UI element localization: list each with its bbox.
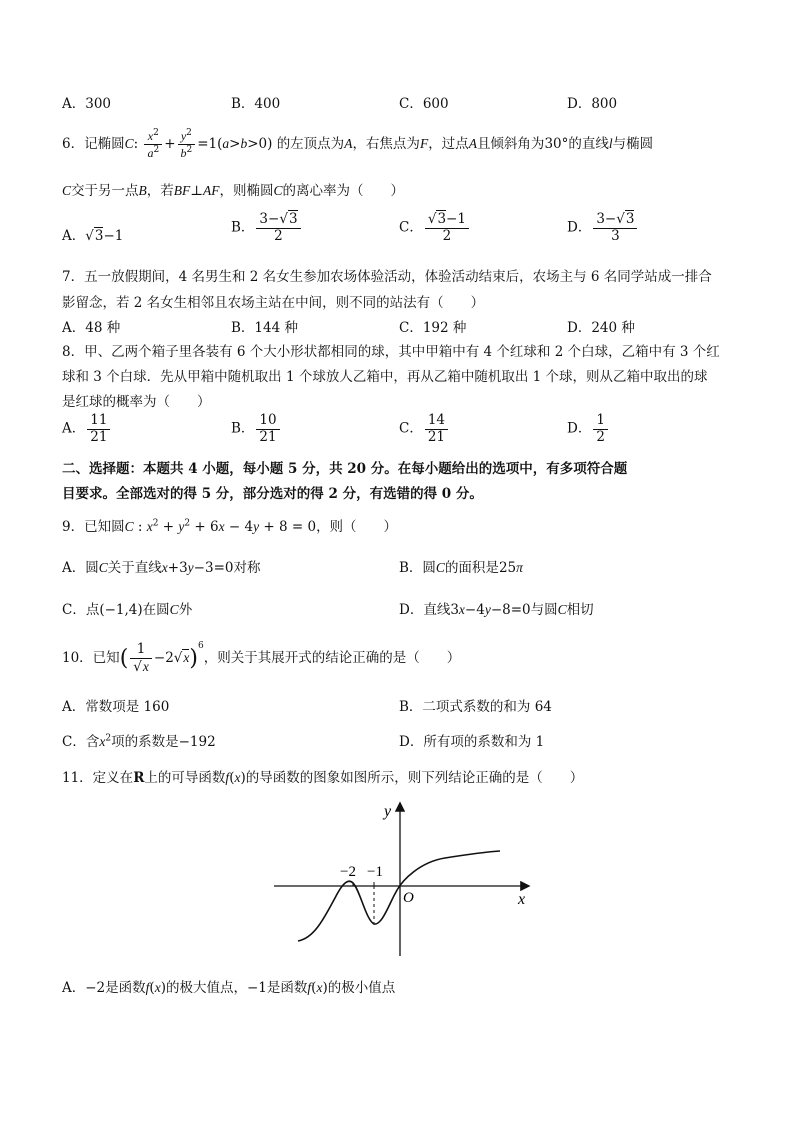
q6-stem-line2: C交于另一点B，若BF⊥AF，则椭圆C的离心率为（ ） — [62, 183, 404, 199]
q6-option-d: D． $\frac{3-√3}{3}$ — [567, 212, 639, 244]
q7-stem-line2: 影留念，若 2 名女生相邻且农场主站在中间，则不同的站法有（ ） — [62, 295, 485, 311]
q7-option-d: D．240 种 — [567, 320, 635, 336]
tick-label-minus-2: −2 — [340, 864, 356, 880]
q8-option-b: B． $\frac{10}{21}$ — [231, 413, 282, 445]
q9-option-d: D．直线3x−4y−8=0与圆C相切 — [399, 602, 594, 618]
q11-derivative-graph — [270, 798, 540, 960]
origin-label: O — [403, 890, 414, 906]
x-axis-label: x — [518, 891, 526, 908]
q6-option-a: A．√3−1 — [62, 228, 124, 244]
section-2-heading-line1: 二、选择题：本题共 4 小题，每小题 5 分，共 20 分。在每小题给出的选项中，有多项符合题 — [62, 461, 628, 477]
q6-stem-line1: 6．记椭圆C: $\frac{x^2}{a^2}$ + $\frac{y^2}{b^2}$ =1(a>b>0) 的左顶点为A，右焦点为F，过点A且倾斜角为30°的直线l与椭圆 — [62, 128, 654, 160]
q10-option-b: B．二项式系数的和为 64 — [399, 699, 552, 715]
q8-option-d: D． $\frac{1}{2}$ — [567, 413, 610, 445]
q8-stem-line3: 是红球的概率为（ ） — [62, 394, 211, 410]
q10-option-a: A．常数项是 160 — [62, 699, 170, 715]
q7-option-c: C．192 种 — [399, 320, 467, 336]
q7-option-b: B．144 种 — [231, 320, 298, 336]
tick-label-minus-1: −1 — [367, 864, 383, 880]
q8-option-c: C． $\frac{14}{21}$ — [399, 413, 450, 445]
section-2-heading-line2: 目要求。全部选对的得 5 分，部分选对的得 2 分，有选错的得 0 分。 — [62, 486, 483, 502]
q9-option-a: A．圆C关于直线x+3y−3=0对称 — [62, 560, 261, 576]
q11-stem: 11．定义在R上的可导函数f(x)的导函数的图象如图所示，则下列结论正确的是（ ） — [62, 770, 584, 786]
q8-stem-line1: 8．甲、乙两个箱子里各装有 6 个大小形状都相同的球，其中甲箱中有 4 个红球和 2 个白球，乙箱中有 3 个红 — [62, 344, 720, 360]
q7-stem-line1: 7．五一放假期间，4 名男生和 2 名女生参加农场体验活动，体验活动结束后，农场主与 6 名同学站成一排合 — [62, 269, 712, 285]
q9-option-b: B．圆C的面积是25π — [399, 560, 523, 576]
q5-option-b: B．400 — [231, 96, 281, 112]
derivative-curve — [298, 851, 500, 941]
y-axis-label: y — [384, 803, 392, 820]
q5-option-a: A．300 — [62, 96, 112, 112]
q8-stem-line2: 球和 3 个白球．先从甲箱中随机取出 1 个球放人乙箱中，再从乙箱中随机取出 1 个球，则从乙箱中取出的球 — [62, 369, 708, 385]
q5-option-d: D．800 — [567, 96, 618, 112]
q10-option-d: D．所有项的系数和为 1 — [399, 734, 545, 750]
q6-option-c: C． $\frac{√3-1}{2}$ — [399, 212, 471, 244]
q10-stem: 10．已知( $\frac{1}{√x}$ −2√x)$^6$，则关于其展开式的结论正确的是（ ） — [62, 640, 461, 675]
q9-option-c: C．点(−1,4)在圆C外 — [62, 602, 193, 618]
q7-option-a: A．48 种 — [62, 320, 121, 336]
q5-option-c: C．600 — [399, 96, 449, 112]
q6-option-b: B． $\frac{3-√3}{2}$ — [231, 212, 303, 244]
q10-option-c: C．含$x^2$项的系数是−192 — [62, 733, 216, 750]
q9-stem: 9．已知圆C : $x^2 + y^2 + 6x - 4y + 8 = 0$，则（ ） — [62, 518, 398, 535]
q11-option-a: A．−2是函数f(x)的极大值点，−1是函数f(x)的极小值点 — [62, 980, 396, 996]
q8-option-a: A． $\frac{11}{21}$ — [62, 413, 112, 445]
